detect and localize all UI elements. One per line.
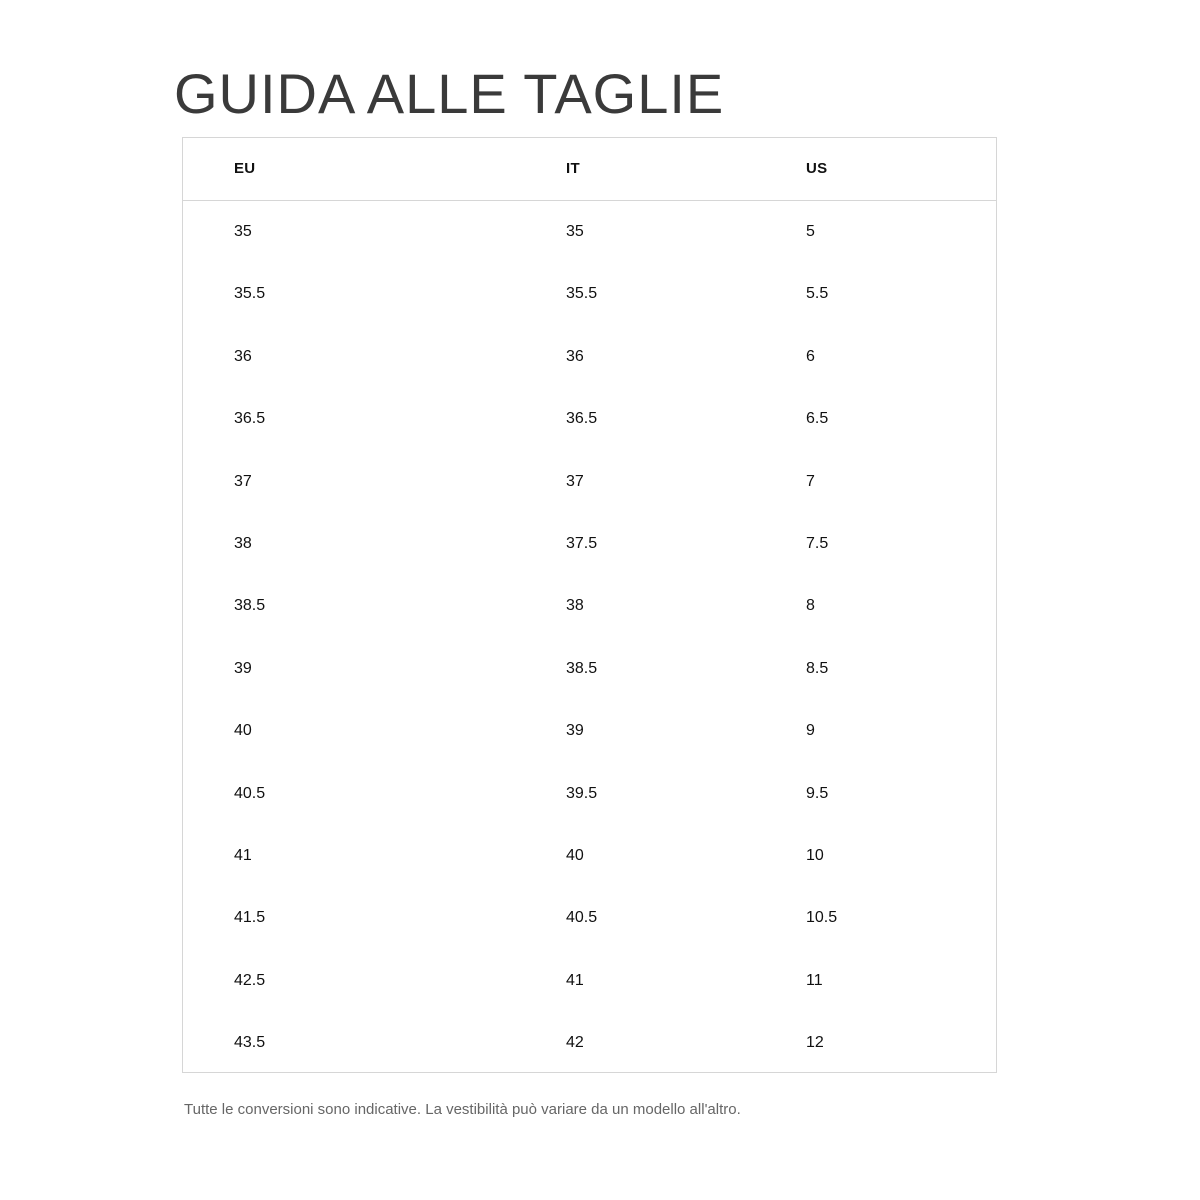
cell-us: 8 bbox=[806, 597, 815, 615]
page-title: GUIDA ALLE TAGLIE bbox=[174, 62, 725, 125]
table-row bbox=[183, 326, 996, 388]
cell-eu: 35.5 bbox=[234, 285, 266, 303]
cell-eu: 41.5 bbox=[234, 909, 266, 927]
cell-us: 5 bbox=[806, 223, 815, 240]
cell-us: 10.5 bbox=[806, 909, 838, 927]
cell-us: 8.5 bbox=[806, 659, 829, 677]
cell-us: 10 bbox=[806, 847, 824, 864]
cell-it: 42 bbox=[566, 1034, 584, 1052]
cell-eu: 42.5 bbox=[234, 971, 266, 989]
table-row bbox=[183, 451, 996, 513]
cell-it: 36.5 bbox=[566, 410, 598, 428]
cell-it: 39.5 bbox=[566, 784, 598, 802]
column-header-it: IT bbox=[566, 160, 580, 177]
cell-it: 41 bbox=[566, 971, 584, 989]
cell-it: 37.5 bbox=[566, 535, 598, 552]
cell-us: 5.5 bbox=[806, 285, 829, 303]
table-row bbox=[183, 575, 996, 637]
cell-it: 35 bbox=[566, 223, 584, 240]
cell-eu: 38 bbox=[234, 535, 252, 552]
cell-us: 6.5 bbox=[806, 410, 829, 428]
cell-us: 7 bbox=[806, 472, 815, 490]
column-header-eu: EU bbox=[234, 160, 256, 177]
cell-us: 9 bbox=[806, 722, 815, 740]
cell-us: 9.5 bbox=[806, 784, 829, 802]
cell-eu: 36.5 bbox=[234, 410, 266, 428]
table-row bbox=[183, 1012, 996, 1074]
cell-it: 37 bbox=[566, 472, 584, 490]
cell-eu: 39 bbox=[234, 659, 252, 677]
size-table bbox=[182, 137, 997, 1073]
cell-eu: 40 bbox=[234, 722, 252, 740]
cell-eu: 40.5 bbox=[234, 784, 266, 802]
table-row bbox=[183, 388, 996, 450]
table-row bbox=[183, 513, 996, 575]
cell-it: 40.5 bbox=[566, 909, 598, 927]
table-header-row bbox=[183, 138, 996, 201]
table-row bbox=[183, 263, 996, 325]
table-row bbox=[183, 950, 996, 1012]
table-row bbox=[183, 700, 996, 762]
cell-eu: 36 bbox=[234, 347, 252, 365]
cell-it: 35.5 bbox=[566, 285, 598, 303]
table-row bbox=[183, 887, 996, 949]
cell-us: 11 bbox=[806, 971, 823, 989]
table-row bbox=[183, 638, 996, 700]
cell-it: 36 bbox=[566, 347, 584, 365]
cell-it: 39 bbox=[566, 722, 584, 740]
column-header-us: US bbox=[806, 160, 828, 177]
cell-it: 40 bbox=[566, 847, 584, 864]
table-row bbox=[183, 825, 996, 887]
table-row bbox=[183, 763, 996, 825]
table-row bbox=[183, 201, 996, 263]
cell-it: 38.5 bbox=[566, 659, 598, 677]
cell-eu: 38.5 bbox=[234, 597, 266, 615]
cell-us: 12 bbox=[806, 1034, 824, 1052]
cell-eu: 41 bbox=[234, 847, 252, 864]
cell-eu: 37 bbox=[234, 472, 252, 490]
cell-us: 6 bbox=[806, 347, 815, 365]
table-body bbox=[183, 201, 996, 1072]
cell-it: 38 bbox=[566, 597, 584, 615]
cell-us: 7.5 bbox=[806, 535, 829, 552]
cell-eu: 35 bbox=[234, 223, 252, 240]
footnote: Tutte le conversioni sono indicative. La vestibilità può variare da un modello all'altro. bbox=[184, 1101, 741, 1118]
cell-eu: 43.5 bbox=[234, 1034, 266, 1052]
